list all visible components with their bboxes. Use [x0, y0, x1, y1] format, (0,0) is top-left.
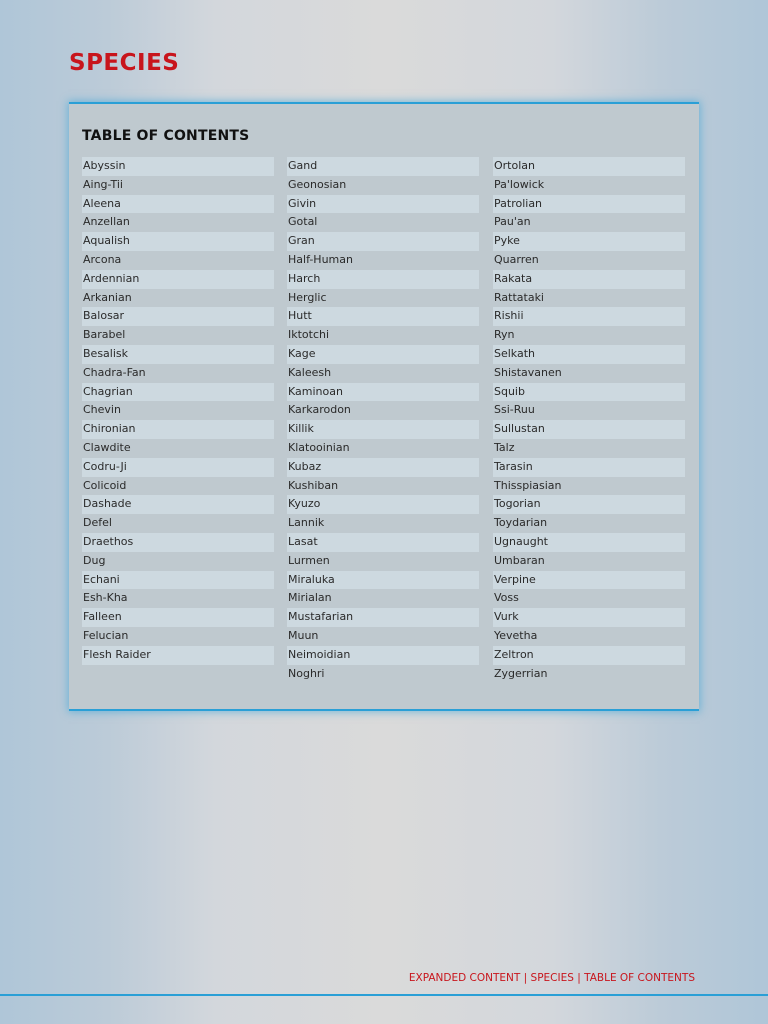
- toc-entry[interactable]: Killik: [287, 420, 479, 439]
- toc-entry[interactable]: Aqualish: [82, 232, 274, 251]
- toc-entry[interactable]: Kaleesh: [288, 365, 332, 379]
- toc-entry[interactable]: Codru-Ji: [82, 458, 274, 477]
- toc-entry[interactable]: Chevin: [83, 403, 121, 417]
- toc-entry[interactable]: Selkath: [493, 345, 685, 364]
- toc-entry[interactable]: Shistavanen: [494, 365, 562, 379]
- toc-entry[interactable]: Anzellan: [83, 215, 130, 229]
- table-of-contents-panel: [69, 102, 699, 711]
- toc-entry[interactable]: Flesh Raider: [82, 646, 274, 665]
- toc-entry[interactable]: Pau'an: [494, 215, 531, 229]
- toc-column-1: [82, 157, 274, 665]
- toc-entry[interactable]: Patrolian: [493, 195, 685, 214]
- toc-entry[interactable]: Kage: [287, 345, 479, 364]
- toc-entry[interactable]: Neimoidian: [287, 646, 479, 665]
- toc-entry[interactable]: Quarren: [494, 252, 539, 266]
- toc-entry[interactable]: Echani: [82, 571, 274, 590]
- footer-breadcrumb: EXPANDED CONTENT | SPECIES | TABLE OF CONTENTS: [408, 972, 695, 984]
- toc-entry[interactable]: Toydarian: [494, 516, 548, 530]
- toc-column-2: [287, 157, 479, 683]
- toc-entry[interactable]: Chironian: [82, 420, 274, 439]
- toc-entry[interactable]: Balosar: [82, 307, 274, 326]
- toc-entry[interactable]: Gotal: [288, 215, 318, 229]
- toc-entry[interactable]: Lannik: [288, 516, 325, 530]
- toc-entry[interactable]: Hutt: [287, 307, 479, 326]
- toc-entry[interactable]: Felucian: [83, 628, 129, 642]
- toc-entry[interactable]: Aleena: [82, 195, 274, 214]
- toc-entry[interactable]: Ugnaught: [493, 533, 685, 552]
- toc-entry[interactable]: Vurk: [493, 608, 685, 627]
- toc-entry[interactable]: Falleen: [82, 608, 274, 627]
- toc-entry[interactable]: Harch: [287, 270, 479, 289]
- toc-entry[interactable]: Pyke: [493, 232, 685, 251]
- toc-entry[interactable]: Mustafarian: [287, 608, 479, 627]
- toc-entry[interactable]: Squib: [493, 383, 685, 402]
- toc-entry[interactable]: Kubaz: [287, 458, 479, 477]
- toc-entry[interactable]: Dug: [83, 553, 106, 567]
- toc-entry[interactable]: Rakata: [493, 270, 685, 289]
- toc-entry[interactable]: Barabel: [83, 328, 126, 342]
- toc-entry[interactable]: Talz: [494, 440, 515, 454]
- toc-entry[interactable]: Ardennian: [82, 270, 274, 289]
- toc-entry[interactable]: Chadra-Fan: [83, 365, 146, 379]
- toc-entry[interactable]: Lurmen: [288, 553, 330, 567]
- toc-entry[interactable]: Miraluka: [287, 571, 479, 590]
- toc-entry[interactable]: Clawdite: [83, 440, 131, 454]
- toc-entry[interactable]: Arkanian: [83, 290, 132, 304]
- toc-entry[interactable]: Chagrian: [82, 383, 274, 402]
- toc-entry[interactable]: Ryn: [494, 328, 515, 342]
- toc-entry[interactable]: Tarasin: [493, 458, 685, 477]
- toc-entry[interactable]: Kyuzo: [287, 495, 479, 514]
- toc-entry[interactable]: Yevetha: [494, 628, 538, 642]
- toc-entry[interactable]: Esh-Kha: [83, 591, 128, 605]
- toc-entry[interactable]: Herglic: [288, 290, 327, 304]
- toc-entry[interactable]: Rattataki: [494, 290, 544, 304]
- toc-entry[interactable]: Besalisk: [82, 345, 274, 364]
- toc-entry[interactable]: Umbaran: [494, 553, 545, 567]
- toc-entry[interactable]: Verpine: [493, 571, 685, 590]
- toc-entry[interactable]: Draethos: [82, 533, 274, 552]
- toc-entry[interactable]: Gand: [287, 157, 479, 176]
- toc-entry[interactable]: Gran: [287, 232, 479, 251]
- toc-entry[interactable]: Ssi-Ruu: [494, 403, 535, 417]
- toc-entry[interactable]: Aing-Tii: [83, 177, 123, 191]
- toc-entry[interactable]: Geonosian: [288, 177, 347, 191]
- toc-entry[interactable]: Rishii: [493, 307, 685, 326]
- toc-entry[interactable]: Voss: [494, 591, 519, 605]
- toc-entry[interactable]: Kaminoan: [287, 383, 479, 402]
- toc-entry[interactable]: Zeltron: [493, 646, 685, 665]
- toc-entry[interactable]: Mirialan: [288, 591, 332, 605]
- toc-entry[interactable]: Arcona: [83, 252, 122, 266]
- toc-entry[interactable]: Lasat: [287, 533, 479, 552]
- toc-entry[interactable]: Thisspiasian: [494, 478, 562, 492]
- toc-entry[interactable]: Ortolan: [493, 157, 685, 176]
- toc-entry[interactable]: Sullustan: [493, 420, 685, 439]
- toc-entry[interactable]: Togorian: [493, 495, 685, 514]
- toc-entry[interactable]: Noghri: [288, 666, 325, 680]
- toc-entry[interactable]: Iktotchi: [288, 328, 330, 342]
- footer-divider: [0, 994, 768, 996]
- toc-entry[interactable]: Klatooinian: [288, 440, 350, 454]
- toc-entry[interactable]: Pa'lowick: [494, 177, 545, 191]
- page-title: SPECIES: [69, 50, 180, 76]
- toc-entry[interactable]: Muun: [288, 628, 319, 642]
- toc-entry[interactable]: Half-Human: [288, 252, 353, 266]
- toc-entry[interactable]: Kushiban: [288, 478, 339, 492]
- toc-entry[interactable]: Zygerrian: [494, 666, 548, 680]
- toc-entry[interactable]: Abyssin: [82, 157, 274, 176]
- toc-entry[interactable]: Defel: [83, 516, 112, 530]
- toc-column-3: [493, 157, 685, 683]
- toc-entry[interactable]: Dashade: [82, 495, 274, 514]
- toc-heading: TABLE OF CONTENTS: [82, 128, 250, 144]
- toc-entry[interactable]: Karkarodon: [288, 403, 351, 417]
- toc-entry[interactable]: Givin: [287, 195, 479, 214]
- toc-entry[interactable]: Colicoid: [83, 478, 127, 492]
